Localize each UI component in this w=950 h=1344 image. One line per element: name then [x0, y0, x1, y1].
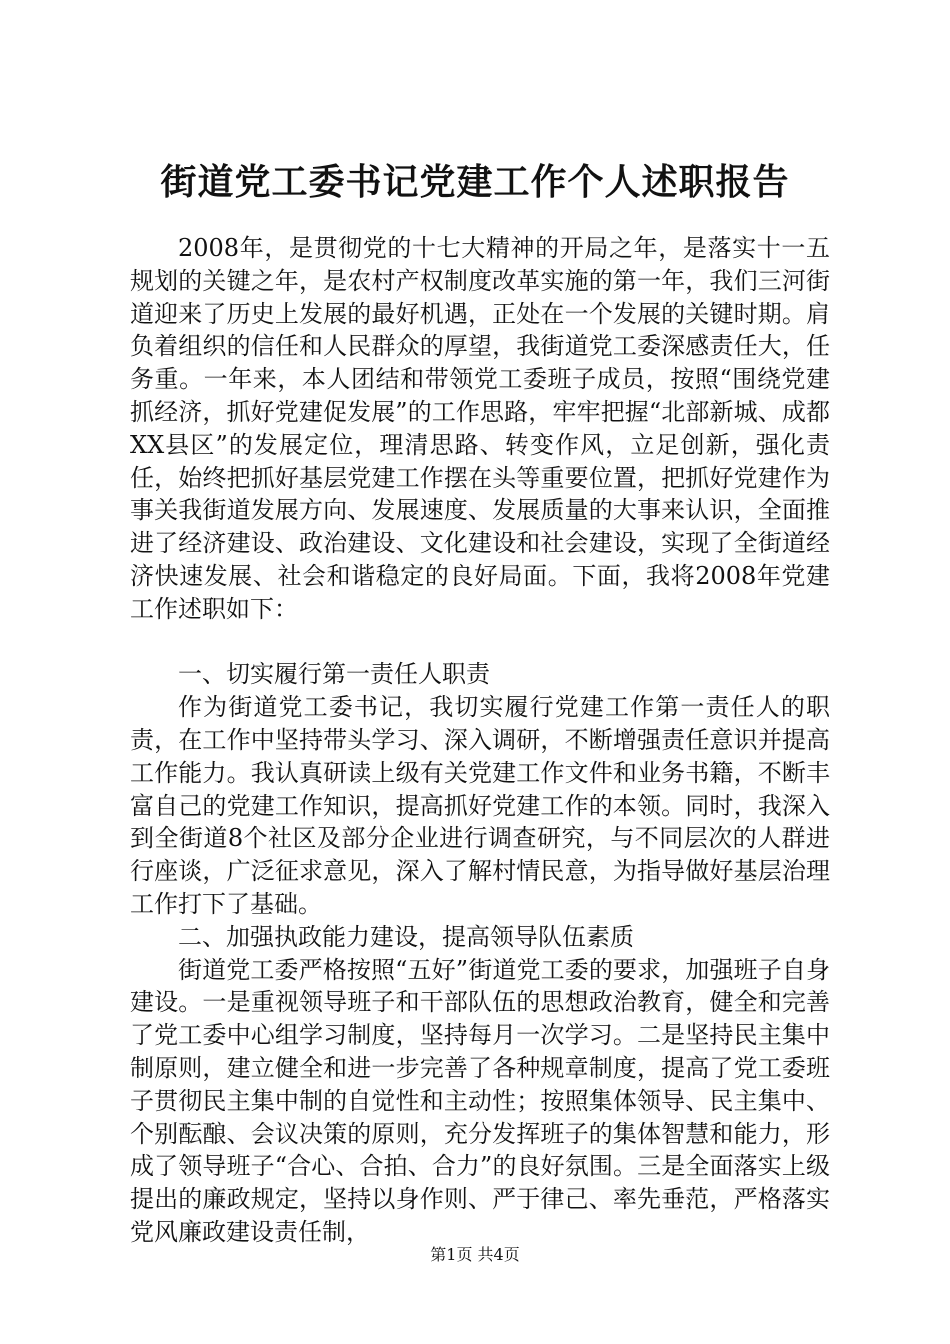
section-heading-1: 一、切实履行第一责任人职责 [178, 660, 490, 689]
document-title: 街道党工委书记党建工作个人述职报告 [160, 161, 790, 203]
blank-line [130, 626, 830, 659]
paragraph-section-1: 作为街道党工委书记，我切实履行党建工作第一责任人的职责，在工作中坚持带头学习、深入调研，不断增强责任意识并提高工作能力。我认真研读上级有关党建工作文件和业务书籍，不断丰富自己的党建工作知识，提高抓好党建工作的本领。同时，我深入到全街道8个社区及部分企业进行调查研究，与不同层次的人群进行座谈，广泛征求意见，深入了解村情民意，为指导做好基层治理工作打下了基础。 [130, 693, 830, 918]
paragraph-intro: 2008年，是贯彻党的十七大精神的开局之年，是落实十一五规划的关键之年，是农村产权制度改革实施的第一年，我们三河街道迎来了历史上发展的最好机遇，正处在一个发展的关键时期。肩负着组织的信任和人民群众的厚望，我街道党工委深感责任大，任务重。一年来，本人团结和带领党工委班子成员，按照“围绕党建抓经济，抓好党建促发展”的工作思路，牢牢把握“北部新城、成都XX县区”的发展定位，理清思路、转变作风，立足创新，强化责任，始终把抓好基层党建工作摆在头等重要位置，把抓好党建作为事关我街道发展方向、发展速度、发展质量的大事来认识，全面推进了经济建设、政治建设、文化建设和社会建设，实现了全街道经济快速发展、社会和谐稳定的良好局面。下面，我将2008年党建工作述职如下： [130, 234, 830, 623]
document-body [130, 232, 830, 1249]
section-heading-2: 二、加强执政能力建设，提高领导队伍素质 [178, 922, 634, 951]
paragraph-section-2: 街道党工委严格按照“五好”街道党工委的要求，加强班子自身建设。一是重视领导班子和干部队伍的思想政治教育，健全和完善了党工委中心组学习制度，坚持每月一次学习。二是坚持民主集中制原则，建立健全和进一步完善了各种规章制度，提高了党工委班子贯彻民主集中制的自觉性和主动性；按照集体领导、民主集中、个别酝酿、会议决策的原则，充分发挥班子的集体智慧和能力，形成了领导班子“合心、合拍、合力”的良好氛围。三是全面落实上级提出的廉政规定，坚持以身作则、严于律己、率先垂范，严格落实党风廉政建设责任制， [130, 955, 830, 1246]
page-footer: 第1页 共4页 [430, 1245, 520, 1264]
